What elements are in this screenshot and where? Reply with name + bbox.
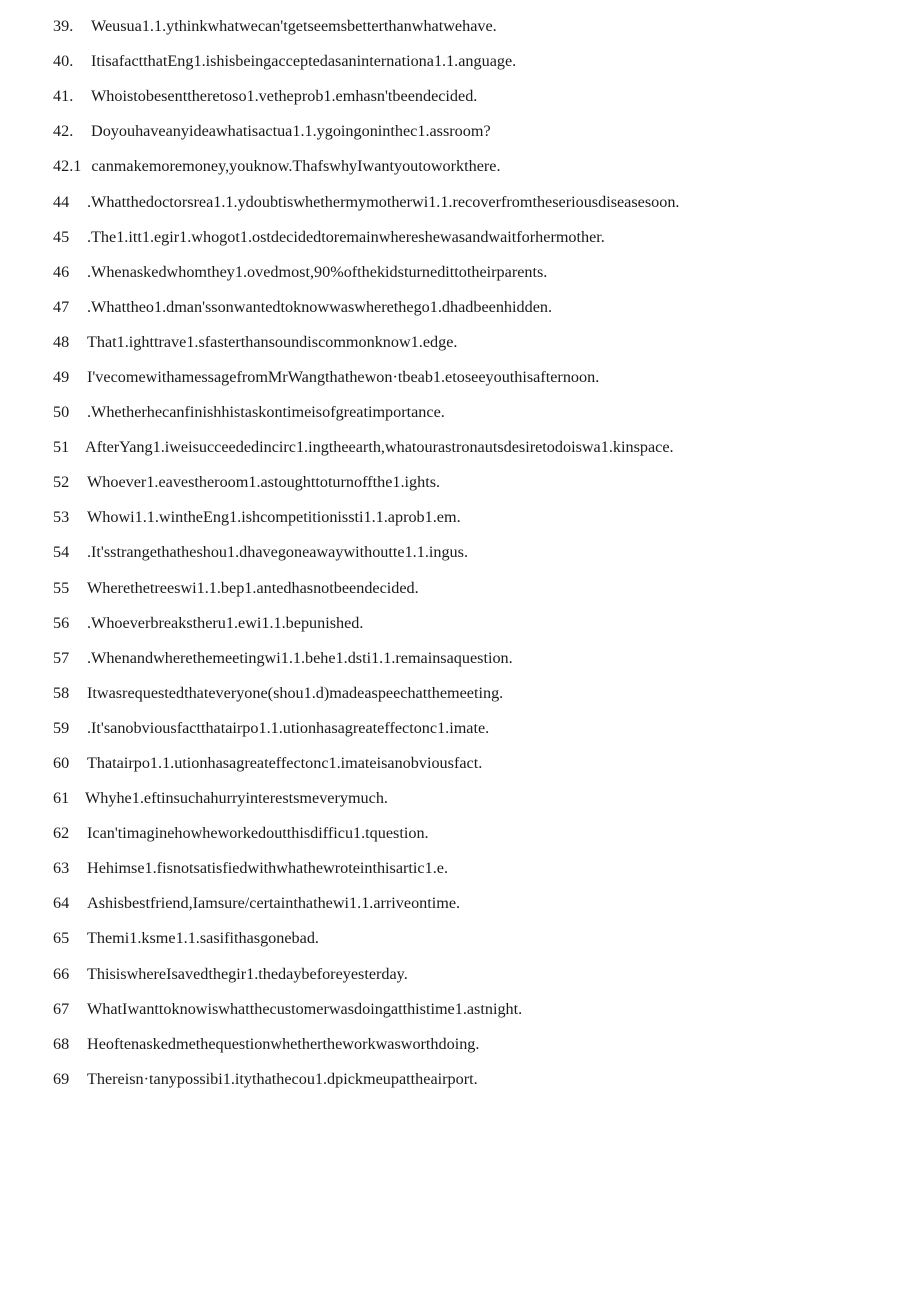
list-item	[53, 535, 903, 570]
list-item	[53, 816, 903, 851]
item-text: .Whenaskedwhomthey1.ovedmost,90%ofthekidsturnedittotheirparents.	[87, 262, 548, 281]
item-number: 69	[53, 1069, 70, 1088]
list-item	[53, 571, 903, 606]
item-text: Ican'timaginehowheworkedoutthisdifficu1.tquestion.	[87, 824, 429, 843]
item-number: 54	[53, 543, 70, 562]
item-number: 39.	[53, 17, 74, 36]
list-item	[53, 886, 903, 921]
item-text: Thereisn·tanypossibi1.itythathecou1.dpickmeupattheairport.	[87, 1069, 478, 1088]
item-text: Themi1.ksme1.1.sasifithasgonebad.	[87, 929, 319, 948]
sentence-list	[53, 9, 903, 1097]
item-text: .Whattheo1.dman'ssonwantedtoknowwaswherethego1.dhadbeenhidden.	[87, 297, 553, 316]
item-text: .Whatthedoctorsrea1.1.ydoubtiswhethermymotherwi1.1.recoverfromtheseriousdiseasesoon.	[87, 192, 680, 211]
list-item	[53, 220, 903, 255]
item-text: Whowi1.1.wintheEng1.ishcompetitionissti1.1.aprob1.em.	[87, 508, 461, 527]
item-text: Weusua1.1.ythinkwhatwecan'tgetseemsbetterthanwhatwehave.	[91, 17, 497, 36]
item-number: 65	[53, 929, 70, 948]
item-text: .It'sanobviousfactthatairpo1.1.utionhasagreateffectonc1.imate.	[87, 718, 490, 737]
item-text: .The1.itt1.egir1.whogot1.ostdecidedtoremainwhereshewasandwaitforhermother.	[87, 227, 605, 246]
item-number: 49	[53, 367, 70, 386]
item-number: 51	[53, 438, 70, 457]
item-number: 59	[53, 718, 70, 737]
list-item	[53, 851, 903, 886]
item-text: That1.ighttrave1.sfasterthansoundiscommonknow1.edge.	[87, 332, 458, 351]
list-item	[53, 360, 903, 395]
item-number: 62	[53, 824, 70, 843]
item-text: Hehimse1.fisnotsatisfiedwithwhathewroteinthisartic1.e.	[87, 859, 448, 878]
list-item	[53, 676, 903, 711]
list-item	[53, 255, 903, 290]
list-item	[53, 290, 903, 325]
list-item	[53, 430, 903, 465]
item-text: .Whetherhecanfinishhistaskontimeisofgreatimportance.	[87, 403, 445, 422]
item-number: 50	[53, 403, 70, 422]
item-number: 53	[53, 508, 70, 527]
item-text: Itwasrequestedthateveryone(shou1.d)madeaspeechatthemeeting.	[87, 683, 504, 702]
item-number: 66	[53, 964, 70, 983]
list-item	[53, 44, 903, 79]
item-number: 67	[53, 999, 70, 1018]
item-number: 40.	[53, 52, 74, 71]
item-number: 60	[53, 754, 70, 773]
item-number: 42.	[53, 122, 74, 141]
item-text: .Whenandwherethemeetingwi1.1.behe1.dsti1.1.remainsaquestion.	[87, 648, 513, 667]
item-text: Doyouhaveanyideawhatisactua1.1.ygoingoninthec1.assroom?	[91, 122, 491, 141]
item-number: 46	[53, 262, 70, 281]
list-item	[53, 746, 903, 781]
item-number: 56	[53, 613, 70, 632]
list-item	[53, 500, 903, 535]
item-number: 64	[53, 894, 70, 913]
item-number: 57	[53, 648, 70, 667]
item-text: AfterYang1.iweisucceededincirc1.ingtheearth,whatourastronautsdesiretodoiswa1.kinspace.	[85, 438, 674, 457]
item-number: 55	[53, 578, 70, 597]
list-item	[53, 992, 903, 1027]
item-number: 41.	[53, 87, 74, 106]
list-item	[53, 325, 903, 360]
item-number: 45	[53, 227, 70, 246]
list-item	[53, 921, 903, 956]
item-number: 48	[53, 332, 70, 351]
list-item	[53, 711, 903, 746]
item-number: 44	[53, 192, 70, 211]
item-text: Whoistobesenttheretoso1.vetheprob1.emhasn'tbeendecided.	[91, 87, 478, 106]
item-number: 68	[53, 1034, 70, 1053]
item-text: Ashisbestfriend,Iamsure/certainthathewi1.1.arriveontime.	[87, 894, 461, 913]
item-text: WhatIwanttoknowiswhatthecustomerwasdoingatthistime1.astnight.	[87, 999, 523, 1018]
item-number: 58	[53, 683, 70, 702]
list-item	[53, 606, 903, 641]
list-item	[53, 957, 903, 992]
list-item	[53, 781, 903, 816]
item-text: I'vecomewithamessagefromMrWangthathewon·tbeab1.etoseeyouthisafternoon.	[87, 367, 600, 386]
item-text: ThisiswhereIsavedthegir1.thedaybeforeyesterday.	[87, 964, 408, 983]
item-number: 61	[53, 789, 70, 808]
list-item	[53, 79, 903, 114]
item-text: .Whoeverbreakstheru1.ewi1.1.bepunished.	[87, 613, 364, 632]
list-item	[53, 1027, 903, 1062]
item-text: ItisafactthatEng1.ishisbeingacceptedasaninternationa1.1.anguage.	[91, 52, 517, 71]
item-text: canmakemoremoney,youknow.ThafswhyIwantyoutoworkthere.	[91, 157, 501, 176]
list-item	[53, 149, 903, 184]
list-item	[53, 395, 903, 430]
list-item	[53, 641, 903, 676]
list-item	[53, 1062, 903, 1097]
item-text: Heoftenaskedmethequestionwhethertheworkwasworthdoing.	[87, 1034, 480, 1053]
item-text: Whoever1.eavestheroom1.astoughttoturnoffthe1.ights.	[87, 473, 441, 492]
list-item	[53, 184, 903, 219]
item-text: .It'sstrangethatheshou1.dhavegoneawaywithoutte1.1.ingus.	[87, 543, 468, 562]
item-text: Whyhe1.eftinsuchahurryinterestsmeverymuch.	[85, 789, 388, 808]
list-item	[53, 9, 903, 44]
item-number: 47	[53, 297, 70, 316]
list-item	[53, 465, 903, 500]
item-text: Thatairpo1.1.utionhasagreateffectonc1.imateisanobviousfact.	[87, 754, 483, 773]
item-number: 42.1	[53, 157, 82, 176]
item-text: Wherethetreeswi1.1.bep1.antedhasnotbeendecided.	[87, 578, 419, 597]
list-item	[53, 114, 903, 149]
item-number: 63	[53, 859, 70, 878]
item-number: 52	[53, 473, 70, 492]
